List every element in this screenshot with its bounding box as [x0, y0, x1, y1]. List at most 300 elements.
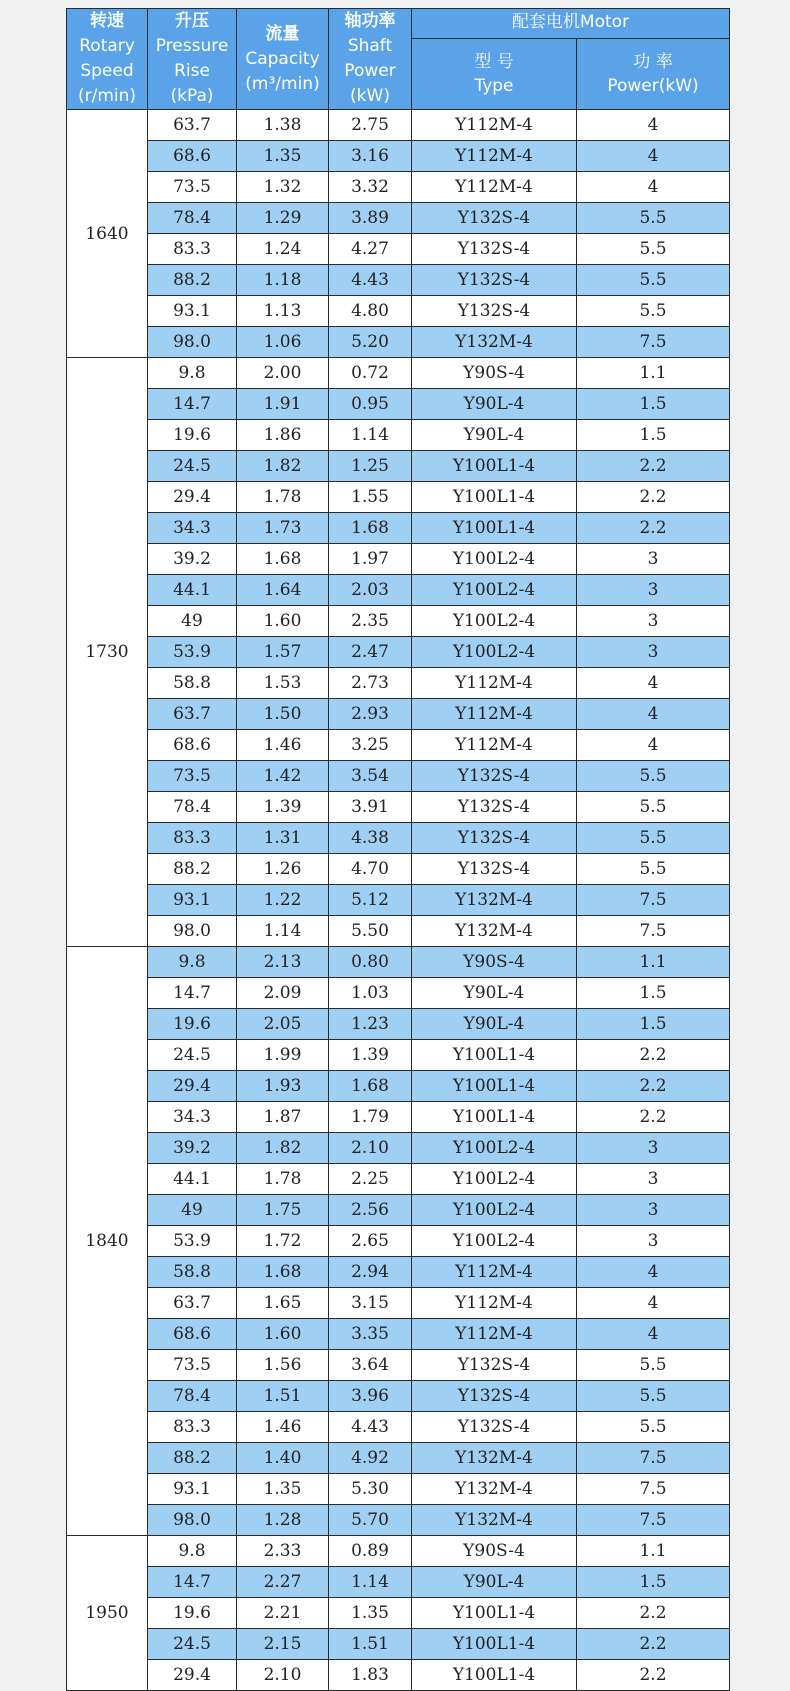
cell-shaft-power: 0.89	[329, 1536, 412, 1567]
cell-capacity: 2.00	[237, 358, 329, 389]
cell-shaft-power: 3.15	[329, 1288, 412, 1319]
cell-shaft-power: 2.25	[329, 1164, 412, 1195]
cell-motor-type: Y100L1-4	[412, 1660, 577, 1691]
table-row	[67, 1350, 730, 1381]
cell-pressure-rise: 93.1	[148, 885, 237, 916]
cell-pressure-rise: 58.8	[148, 1257, 237, 1288]
table-row	[67, 1505, 730, 1536]
cell-capacity: 1.51	[237, 1381, 329, 1412]
cell-motor-type: Y100L1-4	[412, 1102, 577, 1133]
cell-motor-power: 5.5	[577, 296, 730, 327]
cell-capacity: 1.93	[237, 1071, 329, 1102]
cell-capacity: 2.10	[237, 1660, 329, 1691]
cell-capacity: 2.05	[237, 1009, 329, 1040]
cell-capacity: 1.60	[237, 1319, 329, 1350]
cell-pressure-rise: 29.4	[148, 482, 237, 513]
table-row	[67, 1381, 730, 1412]
header-speed-cn: 转速	[90, 11, 124, 31]
cell-motor-power: 2.2	[577, 1102, 730, 1133]
header-power-cn: 功 率	[633, 51, 673, 72]
cell-shaft-power: 2.75	[329, 110, 412, 141]
table-row	[67, 1040, 730, 1071]
cell-capacity: 1.46	[237, 1412, 329, 1443]
cell-motor-power: 1.1	[577, 947, 730, 978]
cell-capacity: 2.15	[237, 1629, 329, 1660]
header-speed-en2: Speed	[80, 61, 134, 81]
cell-motor-power: 2.2	[577, 451, 730, 482]
cell-capacity: 1.14	[237, 916, 329, 947]
cell-motor-type: Y132S-4	[412, 823, 577, 854]
cell-motor-type: Y132M-4	[412, 1505, 577, 1536]
cell-motor-power: 3	[577, 1164, 730, 1195]
cell-pressure-rise: 14.7	[148, 1567, 237, 1598]
cell-pressure-rise: 68.6	[148, 141, 237, 172]
cell-motor-power: 4	[577, 141, 730, 172]
cell-motor-type: Y100L2-4	[412, 1226, 577, 1257]
cell-capacity: 1.31	[237, 823, 329, 854]
cell-pressure-rise: 78.4	[148, 1381, 237, 1412]
cell-motor-power: 1.5	[577, 978, 730, 1009]
table-row	[67, 1257, 730, 1288]
cell-motor-type: Y112M-4	[412, 141, 577, 172]
cell-shaft-power: 0.72	[329, 358, 412, 389]
header-type-en: Type	[474, 75, 514, 96]
cell-motor-power: 5.5	[577, 792, 730, 823]
header-capacity-unit: (m³/min)	[245, 73, 320, 94]
table-row	[67, 854, 730, 885]
cell-motor-type: Y90S-4	[412, 1536, 577, 1567]
cell-capacity: 1.78	[237, 1164, 329, 1195]
cell-motor-power: 2.2	[577, 1071, 730, 1102]
table-row	[67, 203, 730, 234]
cell-capacity: 1.24	[237, 234, 329, 265]
cell-motor-power: 1.1	[577, 1536, 730, 1567]
cell-motor-power: 7.5	[577, 327, 730, 358]
cell-motor-type: Y132M-4	[412, 1443, 577, 1474]
cell-motor-type: Y132S-4	[412, 296, 577, 327]
cell-motor-type: Y100L2-4	[412, 637, 577, 668]
cell-capacity: 1.72	[237, 1226, 329, 1257]
cell-shaft-power: 1.23	[329, 1009, 412, 1040]
cell-motor-power: 5.5	[577, 234, 730, 265]
table-body	[67, 110, 730, 1691]
cell-shaft-power: 5.50	[329, 916, 412, 947]
cell-pressure-rise: 44.1	[148, 1164, 237, 1195]
header-shaft-power	[329, 9, 412, 110]
cell-motor-power: 4	[577, 110, 730, 141]
cell-motor-type: Y100L1-4	[412, 1598, 577, 1629]
cell-capacity: 1.35	[237, 141, 329, 172]
cell-motor-type: Y132S-4	[412, 1350, 577, 1381]
header-speed-unit: (r/min)	[77, 86, 137, 106]
cell-capacity: 1.38	[237, 110, 329, 141]
cell-rotary-speed: 1730	[67, 358, 148, 947]
cell-motor-type: Y132M-4	[412, 916, 577, 947]
cell-capacity: 1.68	[237, 544, 329, 575]
cell-capacity: 2.33	[237, 1536, 329, 1567]
table-row	[67, 606, 730, 637]
cell-motor-type: Y132S-4	[412, 203, 577, 234]
cell-shaft-power: 3.16	[329, 141, 412, 172]
cell-motor-power: 7.5	[577, 1474, 730, 1505]
cell-shaft-power: 5.70	[329, 1505, 412, 1536]
cell-shaft-power: 3.25	[329, 730, 412, 761]
cell-pressure-rise: 29.4	[148, 1071, 237, 1102]
table-row	[67, 1598, 730, 1629]
cell-capacity: 1.13	[237, 296, 329, 327]
cell-motor-power: 5.5	[577, 203, 730, 234]
cell-motor-type: Y90L-4	[412, 420, 577, 451]
cell-capacity: 1.53	[237, 668, 329, 699]
cell-capacity: 1.87	[237, 1102, 329, 1133]
cell-motor-type: Y112M-4	[412, 110, 577, 141]
cell-motor-power: 5.5	[577, 823, 730, 854]
cell-motor-power: 7.5	[577, 885, 730, 916]
table-row	[67, 1102, 730, 1133]
table-row	[67, 823, 730, 854]
cell-shaft-power: 2.35	[329, 606, 412, 637]
cell-motor-type: Y132S-4	[412, 1412, 577, 1443]
table-row	[67, 761, 730, 792]
cell-capacity: 1.91	[237, 389, 329, 420]
cell-capacity: 1.39	[237, 792, 329, 823]
cell-motor-power: 4	[577, 668, 730, 699]
cell-capacity: 1.42	[237, 761, 329, 792]
cell-pressure-rise: 29.4	[148, 1660, 237, 1691]
cell-capacity: 1.26	[237, 854, 329, 885]
cell-capacity: 1.65	[237, 1288, 329, 1319]
cell-motor-power: 3	[577, 1133, 730, 1164]
cell-capacity: 1.06	[237, 327, 329, 358]
cell-capacity: 1.78	[237, 482, 329, 513]
header-capacity	[237, 9, 329, 110]
cell-shaft-power: 4.43	[329, 1412, 412, 1443]
header-capacity-cn: 流量	[265, 23, 300, 44]
cell-shaft-power: 2.47	[329, 637, 412, 668]
cell-capacity: 1.46	[237, 730, 329, 761]
cell-motor-type: Y100L2-4	[412, 1133, 577, 1164]
cell-pressure-rise: 63.7	[148, 1288, 237, 1319]
table-row	[67, 699, 730, 730]
cell-pressure-rise: 34.3	[148, 1102, 237, 1133]
table-row	[67, 1071, 730, 1102]
table-row	[67, 482, 730, 513]
cell-rotary-speed: 1640	[67, 110, 148, 358]
cell-pressure-rise: 98.0	[148, 1505, 237, 1536]
cell-capacity: 2.27	[237, 1567, 329, 1598]
cell-motor-type: Y132M-4	[412, 327, 577, 358]
cell-motor-type: Y132S-4	[412, 854, 577, 885]
table-row	[67, 1009, 730, 1040]
cell-capacity: 1.86	[237, 420, 329, 451]
table-row	[67, 513, 730, 544]
header-pressure-unit: (kPa)	[170, 86, 214, 106]
cell-motor-power: 2.2	[577, 482, 730, 513]
cell-shaft-power: 3.32	[329, 172, 412, 203]
cell-motor-power: 4	[577, 730, 730, 761]
cell-pressure-rise: 68.6	[148, 1319, 237, 1350]
cell-shaft-power: 1.83	[329, 1660, 412, 1691]
cell-pressure-rise: 53.9	[148, 1226, 237, 1257]
cell-shaft-power: 1.51	[329, 1629, 412, 1660]
table-row	[67, 668, 730, 699]
table-row	[67, 947, 730, 978]
cell-motor-power: 5.5	[577, 265, 730, 296]
cell-motor-type: Y100L2-4	[412, 544, 577, 575]
cell-pressure-rise: 19.6	[148, 1009, 237, 1040]
cell-shaft-power: 1.39	[329, 1040, 412, 1071]
table-header	[67, 9, 730, 110]
cell-shaft-power: 1.79	[329, 1102, 412, 1133]
cell-motor-type: Y100L2-4	[412, 606, 577, 637]
header-shaft-en2: Power	[344, 61, 396, 81]
cell-shaft-power: 2.93	[329, 699, 412, 730]
table-row	[67, 637, 730, 668]
cell-motor-power: 2.2	[577, 513, 730, 544]
cell-motor-type: Y112M-4	[412, 172, 577, 203]
cell-capacity: 1.82	[237, 451, 329, 482]
cell-shaft-power: 1.97	[329, 544, 412, 575]
cell-capacity: 1.56	[237, 1350, 329, 1381]
cell-pressure-rise: 9.8	[148, 947, 237, 978]
cell-motor-power: 3	[577, 544, 730, 575]
table-row	[67, 389, 730, 420]
cell-motor-type: Y100L2-4	[412, 575, 577, 606]
cell-motor-type: Y100L1-4	[412, 1629, 577, 1660]
cell-motor-power: 1.1	[577, 358, 730, 389]
cell-pressure-rise: 88.2	[148, 1443, 237, 1474]
cell-shaft-power: 4.80	[329, 296, 412, 327]
cell-motor-type: Y132S-4	[412, 234, 577, 265]
cell-pressure-rise: 53.9	[148, 637, 237, 668]
cell-motor-power: 5.5	[577, 854, 730, 885]
cell-capacity: 1.35	[237, 1474, 329, 1505]
cell-pressure-rise: 14.7	[148, 978, 237, 1009]
cell-shaft-power: 4.27	[329, 234, 412, 265]
cell-motor-power: 1.5	[577, 1567, 730, 1598]
cell-pressure-rise: 39.2	[148, 1133, 237, 1164]
cell-motor-type: Y100L1-4	[412, 451, 577, 482]
cell-shaft-power: 1.68	[329, 513, 412, 544]
cell-pressure-rise: 19.6	[148, 420, 237, 451]
cell-pressure-rise: 88.2	[148, 265, 237, 296]
table-row	[67, 451, 730, 482]
table-row	[67, 1474, 730, 1505]
cell-pressure-rise: 49	[148, 1195, 237, 1226]
cell-motor-type: Y112M-4	[412, 1288, 577, 1319]
header-capacity-en: Capacity	[245, 48, 320, 69]
cell-shaft-power: 1.14	[329, 420, 412, 451]
cell-motor-power: 1.5	[577, 1009, 730, 1040]
cell-motor-type: Y132M-4	[412, 885, 577, 916]
table-row	[67, 1412, 730, 1443]
cell-motor-power: 3	[577, 575, 730, 606]
cell-motor-type: Y112M-4	[412, 668, 577, 699]
cell-motor-power: 3	[577, 1195, 730, 1226]
cell-pressure-rise: 63.7	[148, 110, 237, 141]
table-row	[67, 1660, 730, 1691]
cell-capacity: 1.82	[237, 1133, 329, 1164]
cell-shaft-power: 3.96	[329, 1381, 412, 1412]
cell-motor-power: 2.2	[577, 1040, 730, 1071]
table-row	[67, 1629, 730, 1660]
cell-shaft-power: 3.35	[329, 1319, 412, 1350]
cell-motor-type: Y90L-4	[412, 1009, 577, 1040]
cell-shaft-power: 4.92	[329, 1443, 412, 1474]
header-shaft-unit: (kW)	[350, 86, 390, 106]
cell-pressure-rise: 44.1	[148, 575, 237, 606]
cell-shaft-power: 3.54	[329, 761, 412, 792]
cell-motor-type: Y90S-4	[412, 358, 577, 389]
cell-capacity: 2.09	[237, 978, 329, 1009]
cell-capacity: 1.18	[237, 265, 329, 296]
cell-shaft-power: 3.64	[329, 1350, 412, 1381]
cell-motor-power: 4	[577, 1257, 730, 1288]
cell-pressure-rise: 83.3	[148, 1412, 237, 1443]
table-row	[67, 265, 730, 296]
cell-motor-type: Y100L1-4	[412, 1071, 577, 1102]
table-row	[67, 1443, 730, 1474]
cell-motor-type: Y112M-4	[412, 1319, 577, 1350]
cell-shaft-power: 2.03	[329, 575, 412, 606]
cell-shaft-power: 2.10	[329, 1133, 412, 1164]
table-row	[67, 110, 730, 141]
cell-pressure-rise: 93.1	[148, 296, 237, 327]
cell-pressure-rise: 73.5	[148, 1350, 237, 1381]
cell-shaft-power: 1.03	[329, 978, 412, 1009]
cell-capacity: 2.21	[237, 1598, 329, 1629]
cell-motor-power: 5.5	[577, 761, 730, 792]
cell-motor-power: 3	[577, 637, 730, 668]
header-motor-power	[577, 38, 730, 109]
cell-motor-type: Y100L2-4	[412, 1164, 577, 1195]
cell-motor-type: Y132S-4	[412, 761, 577, 792]
table-row	[67, 141, 730, 172]
cell-motor-type: Y132S-4	[412, 1381, 577, 1412]
cell-motor-type: Y132S-4	[412, 792, 577, 823]
cell-pressure-rise: 98.0	[148, 916, 237, 947]
cell-shaft-power: 1.35	[329, 1598, 412, 1629]
cell-capacity: 2.13	[237, 947, 329, 978]
cell-shaft-power: 2.65	[329, 1226, 412, 1257]
header-pressure-en2: Rise	[174, 61, 210, 81]
table-row	[67, 916, 730, 947]
cell-pressure-rise: 73.5	[148, 761, 237, 792]
header-rotary-speed	[67, 9, 148, 110]
cell-pressure-rise: 78.4	[148, 792, 237, 823]
header-pressure-en1: Pressure	[155, 36, 229, 56]
cell-motor-type: Y132M-4	[412, 1474, 577, 1505]
cell-pressure-rise: 9.8	[148, 358, 237, 389]
cell-shaft-power: 5.30	[329, 1474, 412, 1505]
header-pressure-cn: 升压	[175, 11, 209, 31]
cell-motor-power: 1.5	[577, 420, 730, 451]
cell-pressure-rise: 24.5	[148, 1629, 237, 1660]
cell-capacity: 1.99	[237, 1040, 329, 1071]
cell-rotary-speed: 1950	[67, 1536, 148, 1691]
cell-capacity: 1.50	[237, 699, 329, 730]
cell-capacity: 1.75	[237, 1195, 329, 1226]
table-row	[67, 1288, 730, 1319]
cell-shaft-power: 4.43	[329, 265, 412, 296]
cell-motor-power: 4	[577, 1319, 730, 1350]
table-row	[67, 296, 730, 327]
cell-pressure-rise: 34.3	[148, 513, 237, 544]
table-row	[67, 1319, 730, 1350]
cell-motor-power: 2.2	[577, 1660, 730, 1691]
header-power-en: Power(kW)	[607, 75, 699, 96]
cell-pressure-rise: 63.7	[148, 699, 237, 730]
cell-motor-power: 7.5	[577, 916, 730, 947]
cell-pressure-rise: 78.4	[148, 203, 237, 234]
cell-shaft-power: 5.20	[329, 327, 412, 358]
cell-shaft-power: 0.80	[329, 947, 412, 978]
cell-capacity: 1.68	[237, 1257, 329, 1288]
cell-motor-power: 3	[577, 1226, 730, 1257]
cell-shaft-power: 4.38	[329, 823, 412, 854]
cell-shaft-power: 5.12	[329, 885, 412, 916]
header-shaft-cn: 轴功率	[344, 11, 396, 31]
cell-motor-power: 4	[577, 1288, 730, 1319]
table-row	[67, 1567, 730, 1598]
cell-motor-type: Y132S-4	[412, 265, 577, 296]
cell-motor-power: 5.5	[577, 1381, 730, 1412]
cell-motor-type: Y100L1-4	[412, 513, 577, 544]
cell-pressure-rise: 73.5	[148, 172, 237, 203]
cell-pressure-rise: 39.2	[148, 544, 237, 575]
cell-capacity: 1.22	[237, 885, 329, 916]
table-row	[67, 575, 730, 606]
cell-motor-power: 2.2	[577, 1629, 730, 1660]
table-row	[67, 1226, 730, 1257]
cell-shaft-power: 3.91	[329, 792, 412, 823]
cell-motor-power: 2.2	[577, 1598, 730, 1629]
header-speed-en1: Rotary	[79, 36, 135, 56]
table-row	[67, 420, 730, 451]
cell-shaft-power: 1.25	[329, 451, 412, 482]
cell-pressure-rise: 14.7	[148, 389, 237, 420]
table-row	[67, 730, 730, 761]
header-pressure-rise	[148, 9, 237, 110]
cell-shaft-power: 2.73	[329, 668, 412, 699]
cell-motor-power: 7.5	[577, 1505, 730, 1536]
spec-table	[66, 8, 730, 1691]
cell-capacity: 1.64	[237, 575, 329, 606]
table-row	[67, 885, 730, 916]
cell-motor-power: 5.5	[577, 1412, 730, 1443]
cell-capacity: 1.28	[237, 1505, 329, 1536]
cell-motor-type: Y90L-4	[412, 978, 577, 1009]
cell-shaft-power: 2.94	[329, 1257, 412, 1288]
header-motor: 配套电机Motor	[412, 9, 730, 39]
cell-motor-type: Y100L1-4	[412, 482, 577, 513]
cell-pressure-rise: 93.1	[148, 1474, 237, 1505]
header-shaft-en1: Shaft	[347, 36, 393, 56]
cell-shaft-power: 1.55	[329, 482, 412, 513]
cell-motor-power: 1.5	[577, 389, 730, 420]
cell-capacity: 1.73	[237, 513, 329, 544]
cell-motor-type: Y100L1-4	[412, 1040, 577, 1071]
cell-pressure-rise: 88.2	[148, 854, 237, 885]
cell-motor-type: Y112M-4	[412, 1257, 577, 1288]
table-row	[67, 1133, 730, 1164]
table-row	[67, 327, 730, 358]
cell-rotary-speed: 1840	[67, 947, 148, 1536]
cell-pressure-rise: 58.8	[148, 668, 237, 699]
table-row	[67, 172, 730, 203]
cell-capacity: 1.32	[237, 172, 329, 203]
cell-motor-type: Y90L-4	[412, 389, 577, 420]
